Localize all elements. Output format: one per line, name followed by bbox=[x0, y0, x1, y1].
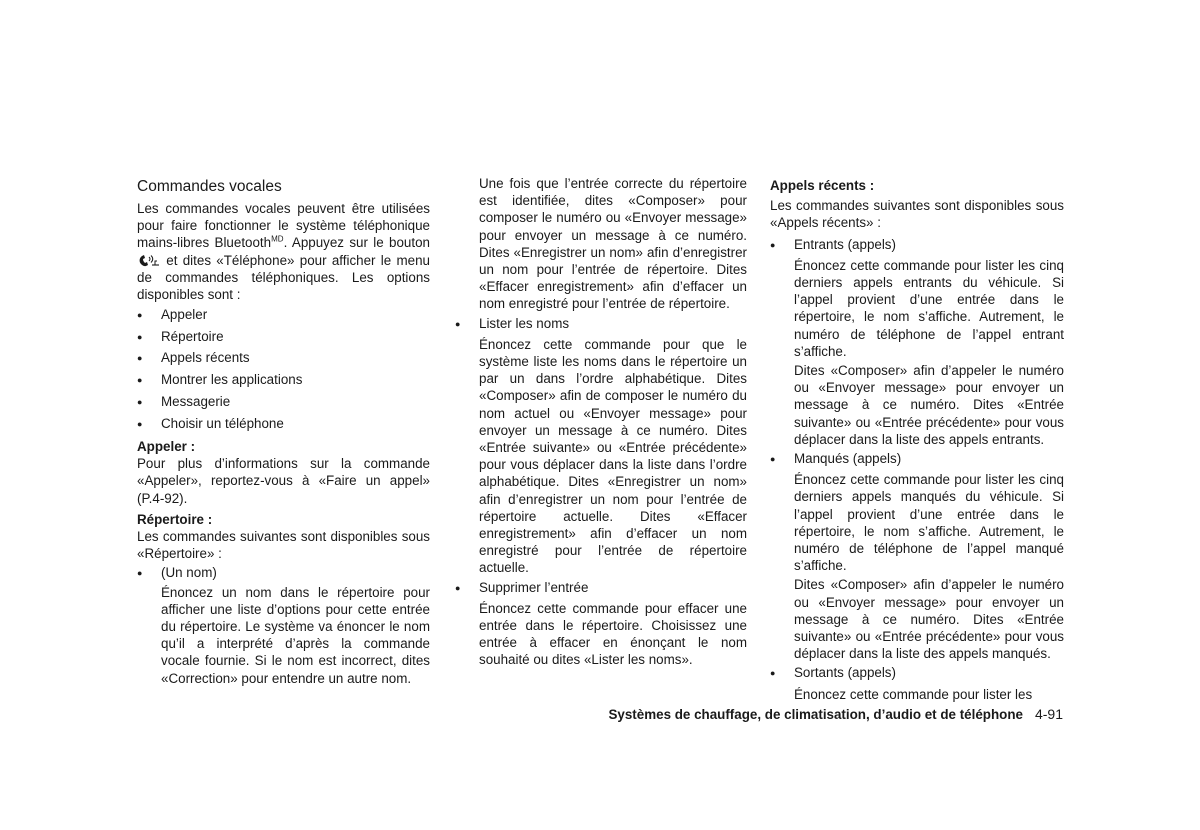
page-number: 4-91 bbox=[1034, 706, 1063, 722]
list-item: ● (Un nom) bbox=[137, 564, 430, 583]
appeler-heading: Appeler : bbox=[137, 439, 196, 454]
list-item: ● Choisir un téléphone bbox=[137, 415, 430, 434]
supprimer-text: Énoncez cette commande pour effacer une entrée dans le répertoire. Choisissez une entrée à effacer en énonçant le nom souhaité ou dites «Lister les noms». bbox=[479, 600, 747, 668]
manques-text-1: Énoncez cette commande pour lister les cinq derniers appels manqués du véhicule. Si l’appel provient d’une entrée dans le répertoire, le nom s’affiche. Autrement, le numéro de téléphone de l’appel manqué s’affiche. bbox=[794, 472, 1064, 574]
section-title: Commandes vocales bbox=[137, 178, 282, 195]
bullet-icon bbox=[137, 393, 161, 412]
sortants-text: Énoncez cette commande pour lister les bbox=[794, 686, 1033, 702]
bullet-icon bbox=[770, 236, 794, 255]
list-item: ● Appeler bbox=[137, 306, 430, 325]
column-1 bbox=[137, 175, 430, 687]
footer-title: Systèmes de chauffage, de climatisation, d’audio et de téléphone bbox=[608, 707, 1023, 722]
column-2 bbox=[455, 175, 747, 669]
list-item: ● Montrer les applications bbox=[137, 371, 430, 390]
repertoire-heading: Répertoire : bbox=[137, 511, 213, 527]
lister-text: Énoncez cette commande pour que le système liste les noms dans le répertoire un par un dans l’ordre alphabétique. Dites «Composer» afin de composer le numéro du nom actuel ou «Envoyer message» pour envoyer un message à ce numéro. Dites «Entrée suivante» ou «Entrée précédente» pour vous déplacer dans la liste dans l’ordre alphabétique. Dites «Enregistrer un nom» afin d’enregistrer un nom pour l’entrée de répertoire actuelle. Dites «Effacer enregistrement» afin d’effacer un nom enregistré pour l’entrée de répertoire actuelle. bbox=[479, 336, 747, 576]
list-item: ● Lister les noms bbox=[455, 315, 747, 334]
appeler-text: Pour plus d’informations sur la commande «Appeler», reportez-vous à «Faire un appel» (P.4-92). bbox=[137, 456, 430, 506]
continued-text: Une fois que l’entrée correcte du répertoire est identifiée, dites «Composer» pour composer le numéro ou «Envoyer message» pour envoyer un message à ce numéro. Dites «Enregistrer un nom» afin d’enregistrer un nom pour l’entrée de répertoire. Dites «Effacer enregistrement» afin d’effacer un nom enregistré pour l’entrée de répertoire. bbox=[479, 176, 747, 312]
repertoire-text: Les commandes suivantes sont disponibles sous «Répertoire» : bbox=[137, 529, 430, 562]
bullet-icon bbox=[137, 564, 161, 583]
bullet-icon bbox=[137, 328, 161, 347]
list-item: ● Sortants (appels) bbox=[770, 664, 1064, 683]
bullet-icon bbox=[137, 306, 161, 325]
phone-voice-icon bbox=[137, 253, 161, 267]
bullet-icon bbox=[137, 415, 161, 434]
bullet-icon bbox=[137, 371, 161, 390]
column-3 bbox=[770, 175, 1064, 703]
entrants-text-2: Dites «Composer» afin d’appeler le numéro ou «Envoyer message» pour envoyer un message à ce numéro. Dites «Entrée suivante» ou «Entrée précédente» pour vous déplacer dans la liste des appels entrants. bbox=[794, 363, 1064, 447]
list-item: ● Répertoire bbox=[137, 328, 430, 347]
bullet-icon bbox=[770, 664, 794, 683]
bullet-icon bbox=[137, 349, 161, 368]
bullet-icon bbox=[770, 450, 794, 469]
appels-recents-intro: Les commandes suivantes sont disponibles sous «Appels récents» : bbox=[770, 198, 1064, 231]
un-nom-text: Énoncez un nom dans le répertoire pour afficher une liste d’options pour cette entrée du répertoire. Le système va énoncer le nom qu’il a interprété d’après la commande vocale fournie. Si le nom est incorrect, dites «Correction» pour entendre un autre nom. bbox=[161, 584, 430, 686]
manques-text-2: Dites «Composer» afin d’appeler le numéro ou «Envoyer message» pour envoyer un message à ce numéro. Dites «Entrée suivante» ou «Entrée précédente» pour vous déplacer dans la liste des appels manqués. bbox=[794, 577, 1064, 662]
bullet-icon bbox=[455, 579, 479, 598]
page-footer bbox=[608, 706, 1063, 722]
list-item: ● Messagerie bbox=[137, 393, 430, 412]
list-item: ● Entrants (appels) bbox=[770, 236, 1064, 255]
list-item: ● Appels récents bbox=[137, 349, 430, 368]
entrants-text-1: Énoncez cette commande pour lister les cinq derniers appels entrants du véhicule. Si l’appel provient d’une entrée dans le répertoire, le nom s’affiche. Autrement, le numéro de téléphone de l’appel entrant s’affiche. bbox=[794, 257, 1064, 359]
appels-recents-heading: Appels récents : bbox=[770, 178, 875, 193]
list-item: ● Manqués (appels) bbox=[770, 450, 1064, 469]
options-list bbox=[137, 306, 430, 434]
intro-paragraph: Les commandes vocales peuvent être utilisées pour faire fonctionner le système téléphonique mains-libres Bluetooth$^{MD}$. Appuyez sur le bouton et dites «Téléphone» pour afficher le menu de commandes téléphoniques. Les options disponibles sont : bbox=[137, 201, 430, 303]
bullet-icon bbox=[455, 315, 479, 334]
list-item: ● Supprimer l’entrée bbox=[455, 579, 747, 598]
